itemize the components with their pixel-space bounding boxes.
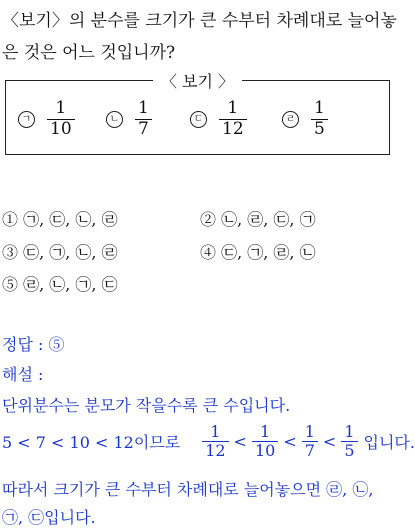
fraction-1-10: $\frac{1}{10}$ [47,99,75,139]
fraction-1-7: $\frac{1}{7}$ [302,423,318,461]
bogi-item-1 [18,99,75,139]
marker-digeut: ㄷ [190,111,207,128]
bogi-item-3 [190,99,247,139]
option-1[interactable]: ① ㉠, ㉢, ㉡, ㉣ [2,210,118,229]
inequality-prefix: 5 < 7 < 10 < 12이므로 [2,433,181,453]
question-line-1: 〈보기〉의 분수를 크기가 큰 수부터 차례대로 늘어놓 [2,11,397,31]
fraction-1-12: $\frac{1}{12}$ [202,423,228,461]
fraction-1-12: $\frac{1}{12}$ [219,99,247,139]
fraction-1-10: $\frac{1}{10}$ [252,423,278,461]
option-4[interactable]: ④ ㉢, ㉠, ㉣, ㉡ [200,243,316,262]
explanation-line-3: 따라서 크기가 큰 수부터 차례대로 늘어놓으면 ㉣, ㉡, [2,480,374,499]
less-than-sign: < [322,432,337,452]
marker-giyeok: ㄱ [18,111,35,128]
bogi-item-4 [282,99,328,139]
explanation-line-1: 단위분수는 분모가 작을수록 큰 수입니다. [2,396,291,415]
option-5[interactable]: ⑤ ㉣, ㉡, ㉠, ㉢ [2,275,118,294]
question-line-2: 은 것은 어느 것입니까? [2,43,176,63]
marker-nieun: ㄴ [106,111,123,128]
bogi-item-2 [106,99,152,139]
explanation-line-4: ㉠, ㉢입니다. [2,508,96,527]
option-3[interactable]: ③ ㉢, ㉠, ㉡, ㉣ [2,243,118,262]
option-2[interactable]: ② ㉡, ㉣, ㉢, ㉠ [200,210,316,229]
bogi-box [5,72,390,155]
less-than-sign: < [233,432,247,452]
inequality-suffix: 입니다. [363,433,415,453]
fraction-1-5: $\frac{1}{5}$ [341,423,357,461]
marker-rieul: ㄹ [282,111,299,128]
answer-label: 정답 : ⑤ [2,335,65,354]
explanation-label: 해설 : [2,365,44,384]
fraction-1-5: $\frac{1}{5}$ [311,99,328,139]
less-than-sign: < [283,432,297,452]
inequality-line [2,423,415,461]
bogi-title: 〈 보기 〉 [153,72,242,91]
fraction-1-7: $\frac{1}{7}$ [135,99,152,139]
